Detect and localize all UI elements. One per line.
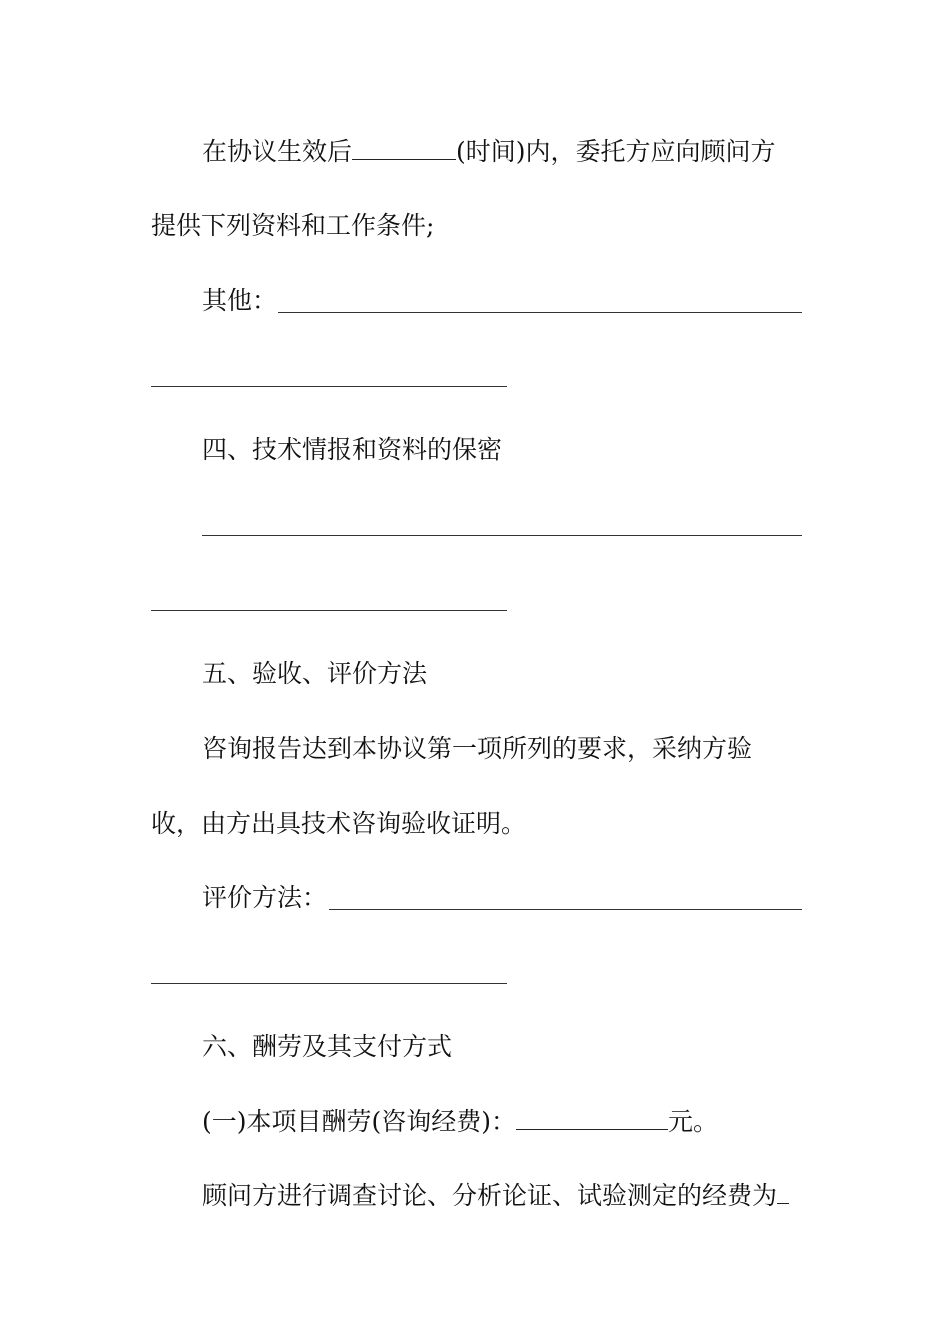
fee-amount-blank[interactable]: [516, 1107, 668, 1130]
confidentiality-blank-line-2[interactable]: [151, 610, 507, 611]
section-5-heading: 五、验收、评价方法: [202, 659, 428, 688]
section-4-heading: 四、技术情报和资料的保密: [202, 435, 503, 464]
text-segment: 在协议生效后: [202, 137, 353, 166]
text-segment: (时间)内，委托方应向顾问方: [456, 137, 776, 166]
confidentiality-blank-line-1[interactable]: [202, 535, 802, 536]
other-blank-line-1[interactable]: [278, 312, 802, 313]
evaluation-label: 评价方法：: [202, 883, 328, 912]
fee-label: (一)本项目酬劳(咨询经费)：: [202, 1107, 517, 1136]
acceptance-paragraph-line-1: 咨询报告达到本协议第一项所列的要求，采纳方验: [202, 734, 753, 763]
other-label: 其他：: [202, 286, 278, 315]
paragraph-provide-materials: [202, 137, 776, 167]
time-blank[interactable]: [352, 137, 456, 160]
fee-unit: 元。: [668, 1107, 719, 1136]
other-blank-line-2[interactable]: [151, 386, 507, 387]
evaluation-blank-line-1[interactable]: [329, 909, 802, 910]
fee-line: [202, 1107, 718, 1137]
section-6-heading: 六、酬劳及其支付方式: [202, 1032, 453, 1061]
paragraph-provide-materials-cont: 提供下列资料和工作条件;: [151, 211, 435, 240]
acceptance-paragraph-line-2: 收，由方出具技术咨询验收证明。: [151, 809, 527, 838]
evaluation-blank-line-2[interactable]: [151, 983, 507, 984]
expense-amount-blank[interactable]: [777, 1181, 789, 1204]
expense-line: [202, 1181, 789, 1211]
expense-text: 顾问方进行调查讨论、分析论证、试验测定的经费为: [202, 1181, 778, 1210]
